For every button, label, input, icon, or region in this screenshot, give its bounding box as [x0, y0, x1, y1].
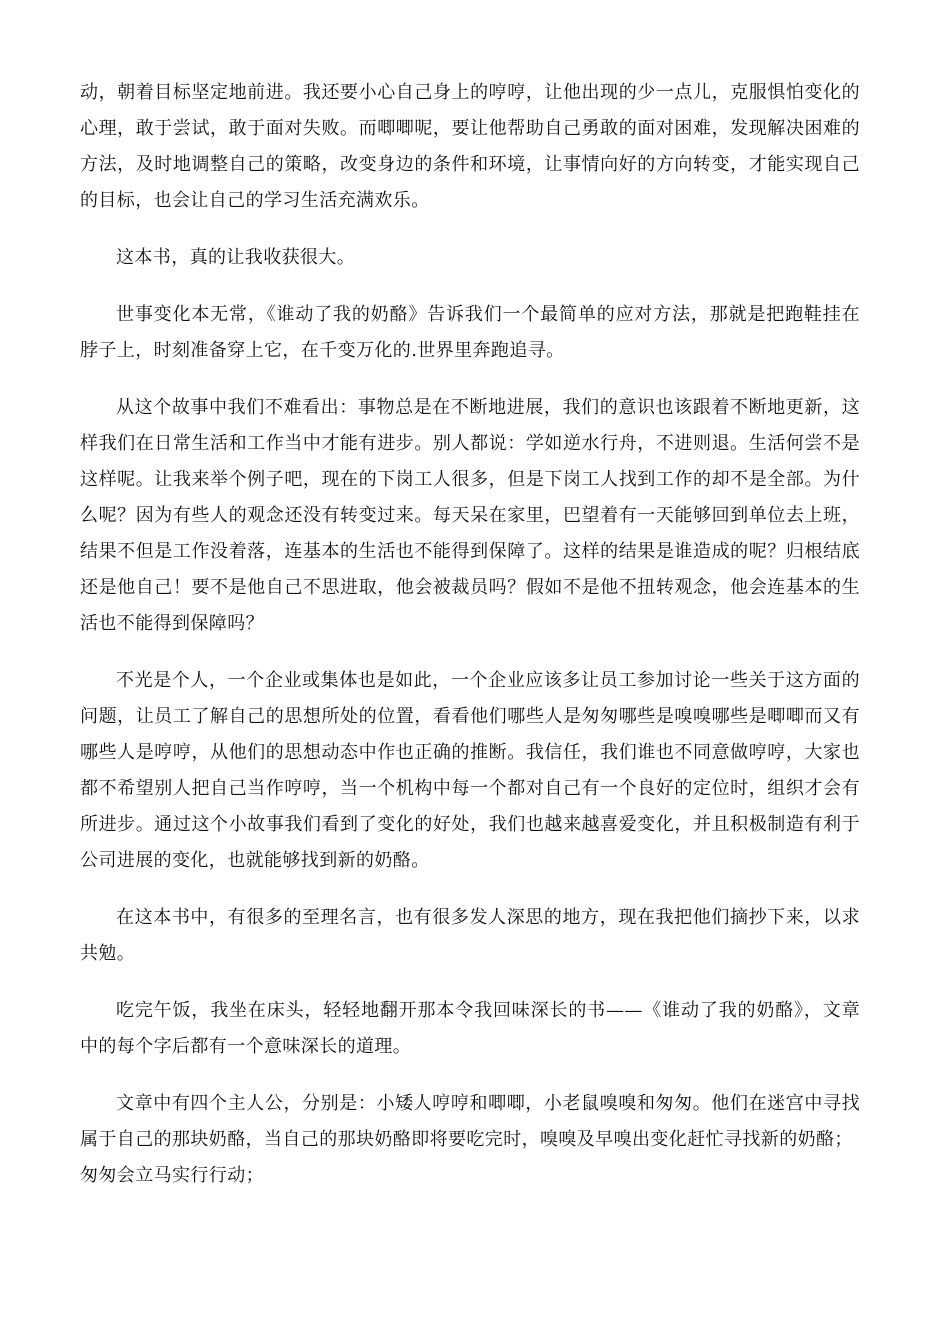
paragraph-continuation: 动，朝着目标坚定地前进。我还要小心自己身上的哼哼，让他出现的少一点儿，克服惧怕变化的心理，敢于尝试，敢于面对失败。而唧唧呢，要让他帮助自己勇敢的面对困难，发现解决困难的方法，及时地调整自己的策略，改变身边的条件和环境，让事情向好的方向转变，才能实现自己的目标，也会让自己的学习生活充满欢乐。 — [80, 82, 860, 211]
paragraph-gain: 这本书，真的让我收获很大。 — [116, 247, 356, 268]
document-page — [80, 75, 860, 1194]
paragraph-after-lunch: 吃完午饭，我坐在床头，轻轻地翻开那本令我回味深长的书——《谁动了我的奶酪》，文章中的每个字后都有一个意味深长的道理。 — [80, 1000, 860, 1057]
paragraph-enterprise: 不光是个人，一个企业或集体也是如此，一个企业应该多让员工参加讨论一些关于这方面的问题，让员工了解自己的思想所处的位置，看看他们哪些人是匆匆哪些是嗅嗅哪些是唧唧而又有哪些人是哼哼，从他们的思想动态中作也正确的推断。我信任，我们谁也不同意做哼哼，大家也都不希望别人把自己当作哼哼，当一个机构中每一个都对自己有一个良好的定位时，组织才会有所进步。通过这个小故事我们看到了变化的好处，我们也越来越喜爱变化，并且积极制造有利于公司进展的变化，也就能够找到新的奶酪。 — [80, 670, 860, 871]
paragraph-story-lesson: 从这个故事中我们不难看出：事物总是在不断地进展，我们的意识也该跟着不断地更新，这样我们在日常生活和工作当中才能有进步。别人都说：学如逆水行舟，不进则退。生活何尝不是这样呢。让我来举个例子吧，现在的下岗工人很多，但是下岗工人找到工作的却不是全部。为什么呢？因为有些人的观念还没有转变过来。每天呆在家里，巴望着有一天能够回到单位去上班，结果不但是工作没着落，连基本的生活也不能得到保障了。这样的结果是谁造成的呢？归根结底还是他自己！要不是他自己不思进取，他会被裁员吗？假如不是他不扭转观念，他会连基本的生活也不能得到保障吗？ — [80, 397, 860, 634]
paragraph-running-shoes: 世事变化本无常，《谁动了我的奶酪》告诉我们一个最简单的应对方法，那就是把跑鞋挂在脖子上，时刻准备穿上它，在千变万化的.世界里奔跑追寻。 — [80, 304, 860, 361]
paragraph-quotes: 在这本书中，有很多的至理名言，也有很多发人深思的地方，现在我把他们摘抄下来，以求共勉。 — [80, 907, 860, 964]
paragraph-characters-tail: 匆匆会立马实行行动； — [80, 1165, 264, 1186]
paragraph-characters-line: 文章中有四个主人公，分别是：小矮人哼哼和唧唧，小老鼠嗅嗅和匆匆。他们在迷宫中寻找属于自己的那块奶酪，当自己的那块奶酪即将要吃完时，嗅嗅及早嗅出变化赶忙寻找新的奶酪； — [80, 1093, 860, 1150]
paragraph-characters — [80, 1086, 860, 1194]
